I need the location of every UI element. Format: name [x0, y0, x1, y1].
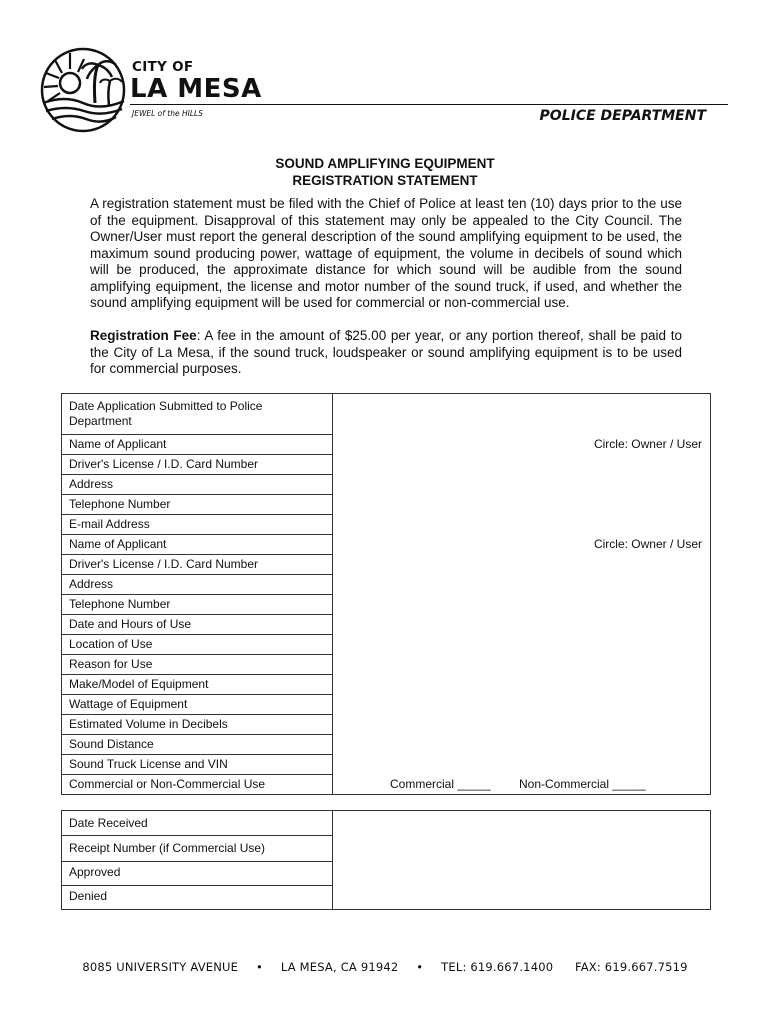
row-label-denied: Denied: [69, 889, 108, 903]
registration-table: [61, 393, 711, 795]
row-label-commercial-use: Commercial or Non-Commercial Use: [69, 777, 266, 791]
row-label-date-hours: Date and Hours of Use: [69, 617, 192, 631]
intro-paragraph: A registration statement must be filed with the Chief of Police at least ten (10) days prior to the use of the equipment. Disapproval of this statement may only be appealed to the City Council. The Owner/User must report the general description of the sound amplifying equipment to be used, the maximum sound producing power, wattage of equipment, the volume in decibels of sound which will be produced, the approximate distance for which sound will be audible from the sound amplifying equipment, the license and motor number of the sound truck, if used, and whether the sound amplifying equipment will be used for commercial or non-commercial use.: [90, 196, 682, 310]
row-line: [62, 494, 332, 495]
table-divider: [332, 394, 333, 794]
row-line: [62, 861, 332, 862]
row-label-telephone: Telephone Number: [69, 497, 171, 511]
row-label-sound-distance: Sound Distance: [69, 737, 154, 751]
row-label-location: Location of Use: [69, 637, 153, 651]
row-line: [62, 774, 332, 775]
table-divider: [332, 811, 333, 909]
header-divider: [130, 104, 728, 105]
row-line: [62, 614, 332, 615]
footer-contact: [0, 960, 770, 974]
row-line: [62, 594, 332, 595]
row-label-email: E-mail Address: [69, 517, 150, 531]
row-line: [62, 835, 332, 836]
row-label-address: Address: [69, 477, 114, 491]
city-name: LA MESA: [130, 74, 262, 104]
form-title-line2: REGISTRATION STATEMENT: [292, 173, 478, 188]
commercial-option[interactable]: Commercial _____: [390, 777, 491, 791]
city-tagline: JEWEL of the HILLS: [132, 109, 203, 118]
circle-owner-user-2[interactable]: Circle: Owner / User: [593, 537, 702, 551]
row-line: [62, 714, 332, 715]
row-line: [62, 514, 332, 515]
row-label-truck-license: Sound Truck License and VIN: [69, 757, 228, 771]
circle-owner-user[interactable]: Circle: Owner / User: [593, 437, 702, 451]
row-line: [62, 694, 332, 695]
fee-paragraph: [90, 328, 682, 378]
row-line: [62, 754, 332, 755]
fee-label: Registration Fee: [90, 328, 197, 343]
row-label-date-received: Date Received: [69, 816, 148, 830]
footer-city: LA MESA, CA 91942: [280, 960, 399, 974]
row-label-applicant-name-2: Name of Applicant: [69, 537, 167, 551]
row-label-drivers-license: Driver's License / I.D. Card Number: [69, 457, 259, 471]
row-line: [62, 885, 332, 886]
row-line: [62, 534, 332, 535]
footer-separator: •: [255, 960, 263, 974]
row-label-wattage: Wattage of Equipment: [69, 697, 188, 711]
footer-separator: •: [416, 960, 424, 974]
department-name: POLICE DEPARTMENT: [539, 108, 706, 124]
row-line: [62, 434, 332, 435]
noncommercial-option[interactable]: Non-Commercial _____: [519, 777, 646, 791]
row-line: [62, 454, 332, 455]
row-line: [62, 634, 332, 635]
office-use-table: [61, 810, 711, 910]
footer-address: 8085 UNIVERSITY AVENUE: [82, 960, 239, 974]
footer-telephone: TEL: 619.667.1400: [441, 960, 554, 974]
row-label-reason: Reason for Use: [69, 657, 153, 671]
fee-text: : A fee in the amount of $25.00 per year, or any portion thereof, shall be paid to the City of La Mesa, if the sound truck, loudspeaker or sound amplifying equipment is to be used for commercial purposes.: [90, 328, 682, 376]
row-label-approved: Approved: [69, 865, 121, 879]
row-line: [62, 574, 332, 575]
row-line: [62, 654, 332, 655]
row-line: [62, 554, 332, 555]
row-label-volume: Estimated Volume in Decibels: [69, 717, 228, 731]
row-label-date-submitted: Date Application Submitted to Police Department: [69, 399, 263, 428]
row-line: [62, 734, 332, 735]
row-label-telephone-2: Telephone Number: [69, 597, 171, 611]
form-title-line1: SOUND AMPLIFYING EQUIPMENT: [275, 156, 495, 171]
row-line: [62, 674, 332, 675]
footer-fax: FAX: 619.667.7519: [574, 960, 688, 974]
row-label-make-model: Make/Model of Equipment: [69, 677, 209, 691]
row-label-applicant-name: Name of Applicant: [69, 437, 167, 451]
row-label-address-2: Address: [69, 577, 114, 591]
row-line: [62, 474, 332, 475]
city-seal-logo: [40, 47, 126, 133]
city-of-label: CITY OF: [132, 59, 194, 75]
row-label-drivers-license-2: Driver's License / I.D. Card Number: [69, 557, 259, 571]
row-label-receipt-number: Receipt Number (if Commercial Use): [69, 841, 266, 855]
